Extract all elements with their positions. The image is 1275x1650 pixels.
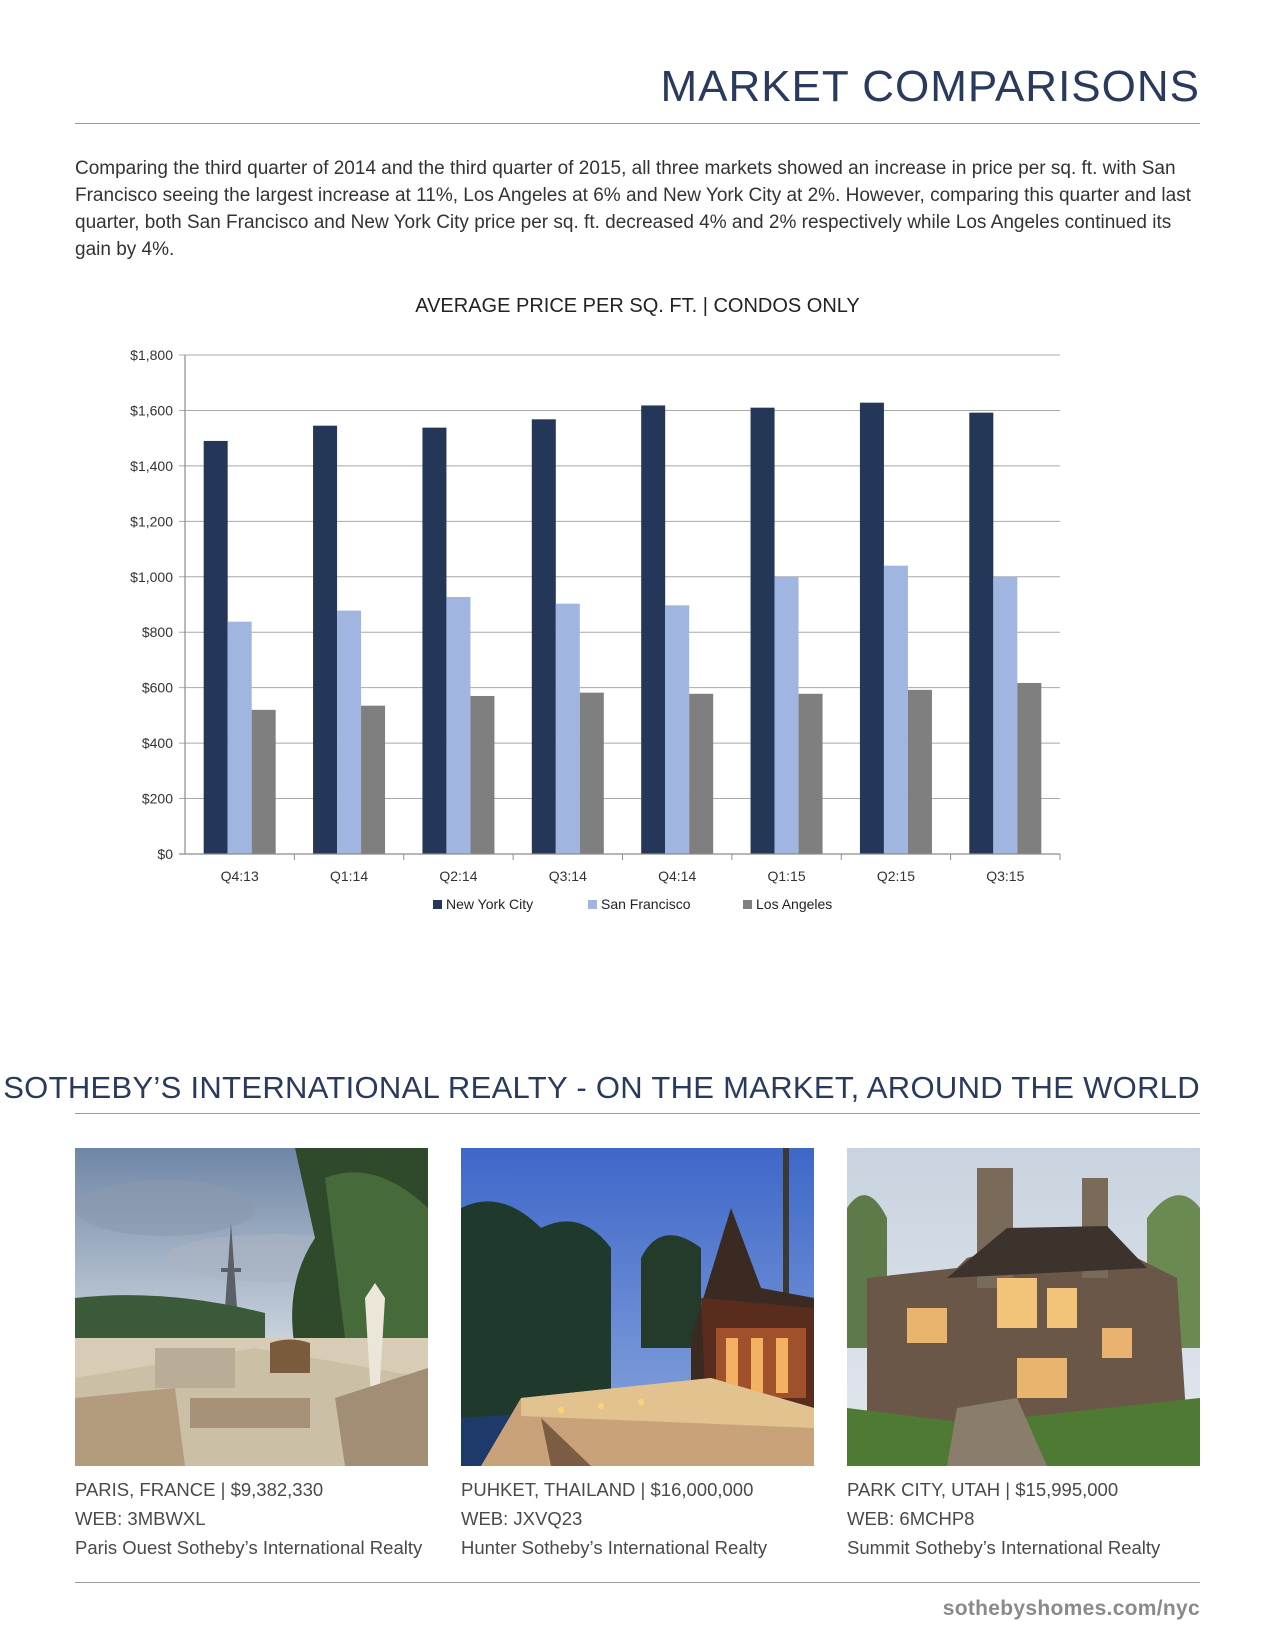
legend-label: New York City <box>446 896 534 912</box>
y-tick-label: $1,800 <box>130 347 173 363</box>
legend-swatch <box>433 900 442 909</box>
listing-card-phuket[interactable] <box>461 1148 814 1558</box>
y-tick-label: $600 <box>141 679 173 696</box>
x-tick-label: Q1:14 <box>329 868 369 884</box>
legend-swatch <box>588 900 597 909</box>
bar-los-angeles-q3-14 <box>580 693 604 854</box>
phuket-villa-photo[interactable] <box>461 1148 814 1466</box>
x-tick-label: Q3:15 <box>986 868 1025 884</box>
bar-los-angeles-q1-15 <box>799 694 823 854</box>
bar-new-york-city-q4-13 <box>204 441 228 854</box>
y-tick-label: $800 <box>141 624 173 641</box>
bar-new-york-city-q1-14 <box>313 426 337 854</box>
bar-new-york-city-q2-15 <box>860 403 884 854</box>
bar-san-francisco-q1-14 <box>337 611 361 854</box>
footer-website-link[interactable]: sothebyshomes.com/nyc <box>942 1597 1200 1620</box>
bar-los-angeles-q2-14 <box>470 696 494 854</box>
x-tick-label: Q1:15 <box>767 868 806 884</box>
listing-location-price: PARK CITY, UTAH | $15,995,000 <box>847 1479 1119 1500</box>
bar-san-francisco-q2-14 <box>446 597 470 854</box>
chart-x-tick-labels <box>221 868 1025 884</box>
bar-los-angeles-q3-15 <box>1017 683 1041 854</box>
x-tick-label: Q2:15 <box>876 868 916 884</box>
bar-san-francisco-q2-15 <box>884 566 908 854</box>
chart-legend <box>433 896 832 912</box>
bar-new-york-city-q3-14 <box>532 419 556 854</box>
chart-title: AVERAGE PRICE PER SQ. FT. | CONDOS ONLY <box>415 295 860 317</box>
listing-card-paris[interactable] <box>75 1148 428 1558</box>
legend-label: Los Angeles <box>756 896 833 912</box>
park-city-home-photo[interactable] <box>847 1148 1200 1466</box>
chart-bars <box>204 403 1042 854</box>
legend-label: San Francisco <box>601 896 691 912</box>
bar-san-francisco-q3-14 <box>556 604 580 854</box>
listing-location-price: PUHKET, THAILAND | $16,000,000 <box>461 1479 754 1500</box>
listing-web-id: WEB: JXVQ23 <box>461 1508 583 1529</box>
listing-agency: Hunter Sotheby’s International Realty <box>461 1537 768 1558</box>
legend-swatch <box>743 900 752 909</box>
x-tick-label: Q3:14 <box>548 868 587 884</box>
listing-location-price: PARIS, FRANCE | $9,382,330 <box>75 1479 324 1500</box>
listing-card-park-city[interactable] <box>847 1148 1200 1558</box>
listing-agency: Summit Sotheby’s International Realty <box>847 1537 1161 1558</box>
listing-agency: Paris Ouest Sotheby’s International Realty <box>75 1537 423 1558</box>
bar-new-york-city-q2-14 <box>422 428 446 854</box>
bar-san-francisco-q4-13 <box>228 622 252 854</box>
y-tick-label: $200 <box>141 790 173 807</box>
y-tick-label: $400 <box>141 735 173 752</box>
bar-new-york-city-q1-15 <box>751 408 775 854</box>
bar-san-francisco-q3-15 <box>993 577 1017 854</box>
price-per-sqft-chart <box>100 340 1140 960</box>
y-tick-label: $1,600 <box>130 402 173 419</box>
y-tick-label: $1,400 <box>130 457 173 474</box>
y-tick-label: $0 <box>157 846 173 862</box>
title-divider <box>75 123 1200 124</box>
footer-divider <box>75 1582 1200 1583</box>
bar-san-francisco-q1-15 <box>775 577 799 854</box>
bar-los-angeles-q4-14 <box>689 694 713 854</box>
section-divider <box>75 1113 1200 1114</box>
x-tick-label: Q4:13 <box>220 868 259 884</box>
paris-terrace-photo[interactable] <box>75 1148 428 1466</box>
bar-los-angeles-q1-14 <box>361 706 385 854</box>
section-title: SOTHEBY’S INTERNATIONAL REALTY - ON THE MARKET, AROUND THE WORLD <box>3 1070 1200 1105</box>
page-title: MARKET COMPARISONS <box>660 62 1200 111</box>
y-tick-label: $1,000 <box>130 568 173 585</box>
x-tick-label: Q2:14 <box>439 868 478 884</box>
bar-los-angeles-q2-15 <box>908 690 932 854</box>
x-tick-label: Q4:14 <box>658 868 697 884</box>
intro-paragraph: Comparing the third quarter of 2014 and the third quarter of 2015, all three markets showed an increase in price per sq. ft. with San Francisco seeing the largest increase at 11%, Los Angeles at 6% and New York City at 2%. However, comparing this quarter and last quarter, both San Francisco and New York City price per sq. ft. decreased 4% and 2% respectively while Los Angeles continued its gain by 4%. <box>75 158 1191 260</box>
y-tick-label: $1,200 <box>130 513 173 530</box>
bar-san-francisco-q4-14 <box>665 605 689 854</box>
listing-web-id: WEB: 6MCHP8 <box>847 1508 975 1529</box>
listing-web-id: WEB: 3MBWXL <box>75 1508 206 1529</box>
bar-new-york-city-q4-14 <box>641 405 665 854</box>
chart-y-tick-labels <box>130 347 173 862</box>
bar-new-york-city-q3-15 <box>969 413 993 854</box>
bar-los-angeles-q4-13 <box>252 710 276 854</box>
